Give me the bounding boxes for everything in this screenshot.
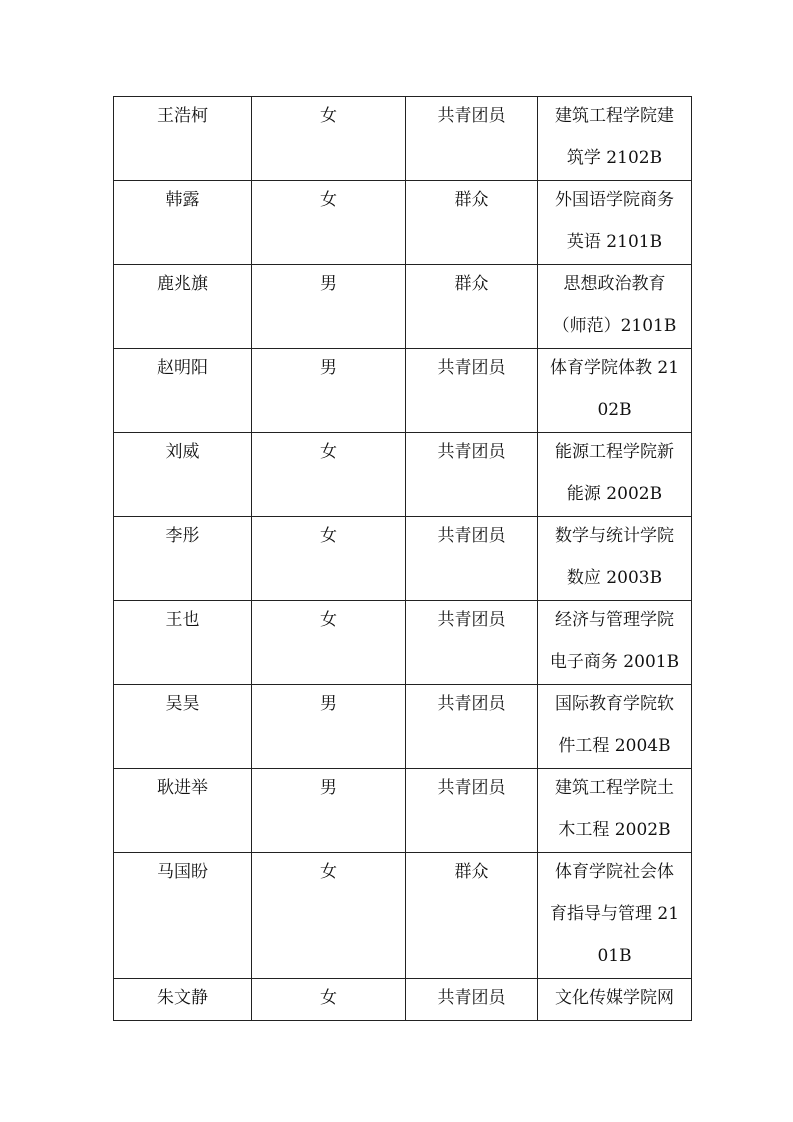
political-status-cell: 共青团员: [406, 517, 538, 601]
political-status-cell: 群众: [406, 181, 538, 265]
name-cell: 韩露: [114, 181, 252, 265]
gender-cell: 男: [252, 769, 406, 853]
table-row: [114, 265, 692, 349]
table-row: [114, 181, 692, 265]
political-status-cell: 群众: [406, 853, 538, 979]
political-status-cell: 共青团员: [406, 349, 538, 433]
name-cell: 吴昊: [114, 685, 252, 769]
table-row: [114, 685, 692, 769]
name-cell: 王浩柯: [114, 97, 252, 181]
gender-cell: 女: [252, 433, 406, 517]
gender-cell: 女: [252, 97, 406, 181]
class-cell: 建筑工程学院土木工程 2002B: [538, 769, 692, 853]
political-status-cell: 共青团员: [406, 97, 538, 181]
class-cell: 思想政治教育（师范）2101B: [538, 265, 692, 349]
class-cell: 建筑工程学院建筑学 2102B: [538, 97, 692, 181]
member-table-body: [114, 97, 692, 1021]
gender-cell: 男: [252, 349, 406, 433]
gender-cell: 女: [252, 853, 406, 979]
class-cell: 数学与统计学院数应 2003B: [538, 517, 692, 601]
table-row: [114, 433, 692, 517]
table-row: [114, 517, 692, 601]
political-status-cell: 共青团员: [406, 601, 538, 685]
member-table: [113, 96, 692, 1021]
political-status-cell: 群众: [406, 265, 538, 349]
class-cell: 国际教育学院软件工程 2004B: [538, 685, 692, 769]
table-row: [114, 601, 692, 685]
name-cell: 马国盼: [114, 853, 252, 979]
name-cell: 朱文静: [114, 979, 252, 1021]
table-row: [114, 979, 692, 1021]
political-status-cell: 共青团员: [406, 979, 538, 1021]
political-status-cell: 共青团员: [406, 433, 538, 517]
gender-cell: 女: [252, 601, 406, 685]
class-cell: 能源工程学院新能源 2002B: [538, 433, 692, 517]
gender-cell: 女: [252, 181, 406, 265]
table-row: [114, 97, 692, 181]
name-cell: 赵明阳: [114, 349, 252, 433]
political-status-cell: 共青团员: [406, 769, 538, 853]
table-row: [114, 769, 692, 853]
gender-cell: 男: [252, 685, 406, 769]
political-status-cell: 共青团员: [406, 685, 538, 769]
name-cell: 刘威: [114, 433, 252, 517]
gender-cell: 女: [252, 517, 406, 601]
table-row: [114, 853, 692, 979]
name-cell: 鹿兆旗: [114, 265, 252, 349]
gender-cell: 男: [252, 265, 406, 349]
class-cell: 体育学院体教 2102B: [538, 349, 692, 433]
name-cell: 李彤: [114, 517, 252, 601]
class-cell: 经济与管理学院电子商务 2001B: [538, 601, 692, 685]
name-cell: 王也: [114, 601, 252, 685]
gender-cell: 女: [252, 979, 406, 1021]
name-cell: 耿进举: [114, 769, 252, 853]
class-cell: 外国语学院商务英语 2101B: [538, 181, 692, 265]
class-cell: 体育学院社会体育指导与管理 2101B: [538, 853, 692, 979]
table-row: [114, 349, 692, 433]
class-cell: 文化传媒学院网: [538, 979, 692, 1021]
